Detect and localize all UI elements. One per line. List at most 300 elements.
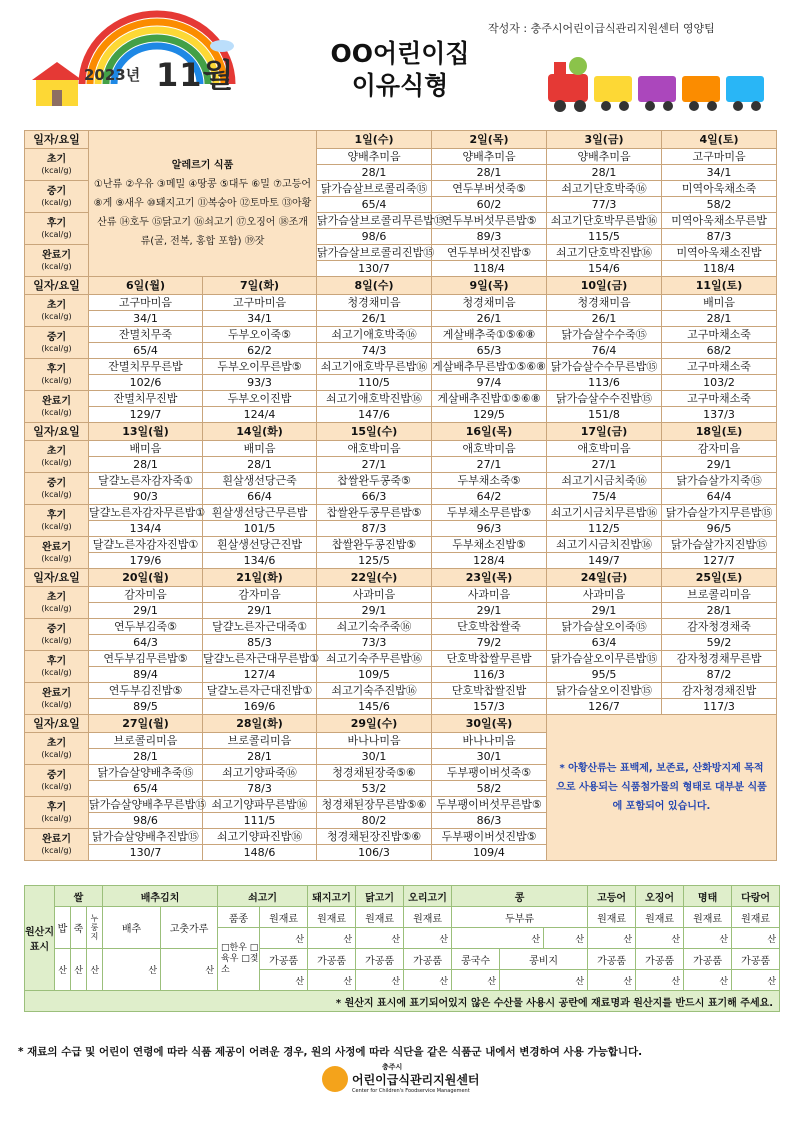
day-header: 28일(화) — [203, 715, 317, 733]
menu-kcal: 95/5 — [547, 667, 662, 683]
menu-item: 바나나미음 — [317, 733, 432, 749]
day-header: 6일(월) — [89, 277, 203, 295]
menu-kcal: 116/3 — [432, 667, 547, 683]
menu-item: 청경채미음 — [547, 295, 662, 311]
row-label — [25, 537, 89, 569]
menu-item: 달걀노른자감자진밥① — [89, 537, 203, 553]
menu-kcal: 101/5 — [203, 521, 317, 537]
menu-kcal: 148/6 — [203, 845, 317, 861]
menu-item: 닭가슴살양배추죽⑮ — [89, 765, 203, 781]
menu-kcal: 75/4 — [547, 489, 662, 505]
menu-kcal: 96/3 — [432, 521, 547, 537]
menu-kcal: 102/6 — [89, 375, 203, 391]
day-header: 4일(토) — [662, 131, 777, 149]
menu-kcal: 65/4 — [89, 343, 203, 359]
page-subtitle: 이유식형 — [351, 71, 449, 100]
row-label — [25, 505, 89, 537]
menu-kcal: 29/1 — [89, 603, 203, 619]
row-label-unit: (kcal/g) — [41, 667, 72, 677]
menu-kcal: 58/2 — [432, 781, 547, 797]
day-header: 27일(월) — [89, 715, 203, 733]
menu-item: 두부오이무른밥⑤ — [203, 359, 317, 375]
allergy-list: ①난류 ②우유 ③메밀 ④땅콩 ⑤대두 ⑥밀 ⑦고등어 ⑧게 ⑨새우 ⑩돼지고기 ⑪복숭아 ⑫토마토 ⑬아황산류 ⑭호두 ⑮닭고기 ⑯쇠고기 ⑰오징어 ⑱조개류(굴, 전복, 홍합 포함) ⑲잣 — [93, 179, 312, 247]
menu-item: 청경채미음 — [432, 295, 547, 311]
menu-item: 잔멸치무진밥 — [89, 391, 203, 407]
row-label — [25, 295, 89, 327]
day-header: 13일(월) — [89, 423, 203, 441]
menu-kcal: 145/6 — [317, 699, 432, 715]
menu-kcal: 179/6 — [89, 553, 203, 569]
origin-san[interactable]: 산 — [55, 949, 71, 991]
origin-beef-raw: 원재료 — [260, 907, 308, 928]
menu-item: 브로콜리미음 — [662, 587, 777, 603]
menu-item: 단호박찹쌀진밥 — [432, 683, 547, 699]
day-header: 22일(수) — [317, 569, 432, 587]
row-label — [25, 651, 89, 683]
menu-item: 배미음 — [203, 441, 317, 457]
menu-kcal: 79/2 — [432, 635, 547, 651]
menu-item: 연두부버섯무른밥⑤ — [432, 213, 547, 229]
menu-kcal: 98/6 — [317, 229, 432, 245]
origin-san[interactable]: 산 — [260, 970, 308, 991]
origin-beef-breed-checkboxes[interactable]: □한우 □육우 □젖소 — [218, 928, 260, 991]
menu-item: 연두부버섯죽⑤ — [432, 181, 547, 197]
menu-item: 달걀노른자근대죽① — [203, 619, 317, 635]
house-illustration — [28, 58, 86, 108]
menu-item: 단호박찹쌀죽 — [432, 619, 547, 635]
menu-kcal: 87/3 — [317, 521, 432, 537]
menu-kcal: 30/1 — [432, 749, 547, 765]
menu-item: 잔멸치무죽 — [89, 327, 203, 343]
menu-kcal: 66/4 — [203, 489, 317, 505]
origin-beef-processed: 가공품 — [260, 949, 308, 970]
row-label-unit: (kcal/g) — [41, 343, 72, 353]
row-label — [25, 473, 89, 505]
row-label-name: 중기 — [46, 769, 67, 781]
center-logo — [322, 1062, 482, 1102]
menu-item: 단호박찹쌀무른밥 — [432, 651, 547, 667]
menu-kcal: 62/2 — [203, 343, 317, 359]
header — [0, 0, 793, 128]
row-label-unit: (kcal/g) — [41, 375, 72, 385]
menu-item: 닭가슴살양배추무른밥⑮ — [89, 797, 207, 811]
origin-section-label: 원산지 표시 — [25, 886, 55, 991]
day-header: 11일(토) — [662, 277, 777, 295]
origin-san[interactable]: 산 — [732, 928, 780, 949]
menu-kcal: 89/3 — [432, 229, 547, 245]
origin-mackerel-raw: 원재료 — [588, 907, 636, 928]
menu-item: 감자미음 — [89, 587, 203, 603]
menu-kcal: 58/2 — [662, 197, 777, 213]
menu-item: 브로콜리미음 — [203, 733, 317, 749]
row-label-unit: (kcal/g) — [41, 261, 72, 271]
origin-duck: 오리고기 — [404, 886, 452, 907]
menu-item: 두부채소진밥⑤ — [432, 537, 547, 553]
origin-bean-soymilk: 콩국수 — [452, 949, 500, 970]
row-label — [25, 441, 89, 473]
menu-item: 쇠고기양파진밥⑯ — [203, 829, 317, 845]
menu-kcal: 151/8 — [547, 407, 662, 423]
menu-kcal: 90/3 — [89, 489, 203, 505]
menu-kcal: 30/1 — [317, 749, 432, 765]
row-label — [25, 797, 89, 829]
menu-item: 양배추미음 — [547, 149, 662, 165]
origin-san[interactable]: 산 — [308, 970, 356, 991]
row-label-name: 초기 — [46, 445, 67, 457]
origin-san[interactable]: 산 — [544, 928, 588, 949]
menu-item: 달걀노른자근대무른밥① — [203, 651, 320, 665]
day-header: 3일(금) — [547, 131, 662, 149]
menu-item: 닭가슴살가지죽⑮ — [662, 473, 777, 489]
row-label-unit: (kcal/g) — [41, 457, 72, 467]
origin-pork: 돼지고기 — [308, 886, 356, 907]
row-label — [25, 181, 89, 213]
menu-kcal: 28/1 — [89, 457, 203, 473]
menu-item: 청경채미음 — [317, 295, 432, 311]
menu-kcal: 157/3 — [432, 699, 547, 715]
origin-kimchi-cabbage: 배추 — [103, 907, 161, 949]
menu-kcal: 115/5 — [547, 229, 662, 245]
row-label-name: 후기 — [46, 801, 67, 813]
menu-kcal: 128/4 — [432, 553, 547, 569]
menu-item: 연두부김무른밥⑤ — [89, 651, 203, 667]
origin-san[interactable]: 산 — [356, 970, 404, 991]
train-illustration — [548, 52, 778, 116]
menu-item: 감자미음 — [662, 441, 777, 457]
row-label — [25, 587, 89, 619]
row-label-unit: (kcal/g) — [41, 781, 72, 791]
origin-kimchi-pepper: 고춧가루 — [161, 907, 218, 949]
row-label — [25, 213, 89, 245]
menu-kcal: 27/1 — [547, 457, 662, 473]
menu-item: 쇠고기시금치죽⑯ — [547, 473, 662, 489]
menu-kcal: 64/2 — [432, 489, 547, 505]
menu-item: 두부오이진밥 — [203, 391, 317, 407]
menu-kcal: 64/4 — [662, 489, 777, 505]
menu-item: 쇠고기숙주진밥⑯ — [317, 683, 432, 699]
menu-item: 고구마미음 — [203, 295, 317, 311]
row-label-unit: (kcal/g) — [41, 311, 72, 321]
origin-san[interactable]: 산 — [452, 970, 500, 991]
menu-item: 달걀노른자감자죽① — [89, 473, 203, 489]
menu-item: 쇠고기숙주죽⑯ — [317, 619, 432, 635]
origin-rice-juk: 죽 — [71, 907, 87, 949]
origin-san[interactable]: 산 — [452, 928, 544, 949]
origin-bean-residue: 콩비지 — [500, 949, 588, 970]
menu-item: 고구마미음 — [89, 295, 203, 311]
origin-san[interactable]: 산 — [588, 928, 636, 949]
menu-item: 양배추미음 — [432, 149, 547, 165]
menu-item: 쇠고기단호박무른밥⑯ — [547, 213, 662, 229]
menu-item: 브로콜리미음 — [89, 733, 203, 749]
menu-kcal: 65/4 — [317, 197, 432, 213]
menu-item: 미역아욱채소죽 — [662, 181, 777, 197]
menu-item: 닭가슴살오이무른밥⑮ — [547, 651, 662, 667]
menu-item: 잔멸치무무른밥 — [89, 359, 203, 375]
row-label-name: 완료기 — [42, 395, 71, 407]
menu-item: 고구마미음 — [662, 149, 777, 165]
row-label-name: 완료기 — [42, 249, 71, 261]
menu-item: 쇠고기시금치무른밥⑯ — [547, 505, 662, 521]
center-logo-icon — [322, 1066, 348, 1092]
menu-item: 두부팽이버섯진밥⑤ — [432, 829, 547, 845]
menu-item: 닭가슴살브로콜리무른밥⑮ — [317, 213, 445, 227]
menu-kcal: 28/1 — [432, 165, 547, 181]
origin-san[interactable]: 산 — [71, 949, 87, 991]
origin-pork-raw: 원재료 — [308, 907, 356, 928]
origin-beef: 쇠고기 — [218, 886, 308, 907]
day-header: 24일(금) — [547, 569, 662, 587]
menu-kcal: 77/3 — [547, 197, 662, 213]
menu-item: 쇠고기단호박죽⑯ — [547, 181, 662, 197]
menu-kcal: 34/1 — [662, 165, 777, 181]
origin-tuna-processed: 가공품 — [732, 949, 780, 970]
year-label: 2023년 — [84, 66, 141, 84]
menu-item: 쇠고기단호박진밥⑯ — [547, 245, 662, 261]
origin-san[interactable]: 산 — [103, 949, 161, 991]
origin-squid-processed: 가공품 — [636, 949, 684, 970]
origin-footer-note: * 원산지 표시에 표기되어있지 않은 수산물 사용시 공란에 재료명과 원산지를 반드시 표기해 주세요. — [25, 991, 780, 1012]
day-header-label: 일자/요일 — [25, 569, 89, 587]
origin-mackerel: 고등어 — [588, 886, 636, 907]
menu-kcal: 109/5 — [317, 667, 432, 683]
origin-beef-breed-label: 품종 — [218, 907, 260, 928]
menu-item: 청경채된장무른밥⑤⑥ — [317, 797, 432, 813]
day-header: 9일(목) — [432, 277, 547, 295]
menu-kcal: 89/4 — [89, 667, 203, 683]
origin-san[interactable]: 산 — [356, 928, 404, 949]
menu-item: 바나나미음 — [432, 733, 547, 749]
origin-san[interactable]: 산 — [636, 928, 684, 949]
menu-item: 흰살생선당근진밥 — [203, 537, 317, 553]
row-label-name: 초기 — [46, 737, 67, 749]
row-label-unit: (kcal/g) — [41, 635, 72, 645]
origin-duck-processed: 가공품 — [404, 949, 452, 970]
menu-kcal: 28/1 — [203, 749, 317, 765]
menu-item: 미역아욱채소무른밥 — [662, 213, 777, 229]
row-label-name: 중기 — [46, 185, 67, 197]
origin-san[interactable]: 산 — [404, 970, 452, 991]
menu-kcal: 130/7 — [89, 845, 203, 861]
origin-pollock-processed: 가공품 — [684, 949, 732, 970]
origin-san[interactable]: 산 — [87, 949, 103, 991]
menu-item: 두부팽이버섯무른밥⑤ — [432, 797, 547, 813]
menu-kcal: 127/4 — [203, 667, 317, 683]
menu-item: 닭가슴살오이진밥⑮ — [547, 683, 662, 699]
menu-item: 찹쌀완두콩무른밥⑤ — [317, 505, 432, 521]
row-label — [25, 683, 89, 715]
row-label-name: 후기 — [46, 217, 67, 229]
menu-item: 닭가슴살가지무른밥⑮ — [662, 505, 777, 521]
menu-kcal: 130/7 — [317, 261, 432, 277]
menu-item: 게살배추진밥①⑤⑥⑧ — [432, 391, 547, 407]
row-label-unit: (kcal/g) — [41, 489, 72, 499]
day-header: 1일(수) — [317, 131, 432, 149]
menu-item: 두부오이죽⑤ — [203, 327, 317, 343]
menu-kcal: 169/6 — [203, 699, 317, 715]
row-label-name: 중기 — [46, 331, 67, 343]
menu-kcal: 68/2 — [662, 343, 777, 359]
author-label: 작성자 : 충주시어린이급식관리지원센터 영양팀 — [488, 22, 715, 35]
menu-kcal: 29/1 — [432, 603, 547, 619]
menu-kcal: 26/1 — [317, 311, 432, 327]
menu-kcal: 29/1 — [317, 603, 432, 619]
menu-item: 게살배추무른밥①⑤⑥⑧ — [432, 359, 546, 373]
menu-item: 쇠고기시금치진밥⑯ — [547, 537, 662, 553]
row-label-unit: (kcal/g) — [41, 197, 72, 207]
origin-kimchi: 배추김치 — [103, 886, 218, 907]
menu-item: 쇠고기애호박죽⑯ — [317, 327, 432, 343]
menu-kcal: 76/4 — [547, 343, 662, 359]
menu-kcal: 63/4 — [547, 635, 662, 651]
menu-kcal: 129/5 — [432, 407, 547, 423]
menu-kcal: 106/3 — [317, 845, 432, 861]
menu-kcal: 29/1 — [662, 457, 777, 473]
menu-kcal: 78/3 — [203, 781, 317, 797]
menu-kcal: 87/2 — [662, 667, 777, 683]
row-label — [25, 245, 89, 277]
day-header: 14일(화) — [203, 423, 317, 441]
menu-item: 고구마채소죽 — [662, 327, 777, 343]
row-label — [25, 359, 89, 391]
row-label — [25, 765, 89, 797]
origin-tuna: 다랑어 — [732, 886, 780, 907]
logo-small-text: 충주시 — [382, 1063, 403, 1071]
menu-kcal: 26/1 — [547, 311, 662, 327]
day-header-label: 일자/요일 — [25, 715, 89, 733]
menu-item: 닭가슴살수수진밥⑮ — [547, 391, 662, 407]
day-header: 15일(수) — [317, 423, 432, 441]
menu-kcal: 124/4 — [203, 407, 317, 423]
menu-kcal: 109/4 — [432, 845, 547, 861]
menu-kcal: 65/4 — [89, 781, 203, 797]
menu-item: 감자청경채죽 — [662, 619, 777, 635]
menu-item: 사과미음 — [547, 587, 662, 603]
menu-kcal: 73/3 — [317, 635, 432, 651]
menu-item: 게살배추죽①⑤⑥⑧ — [432, 327, 547, 343]
menu-kcal: 103/2 — [662, 375, 777, 391]
menu-kcal: 89/5 — [89, 699, 203, 715]
origin-san[interactable]: 산 — [588, 970, 636, 991]
row-label-name: 중기 — [46, 477, 67, 489]
menu-kcal: 86/3 — [432, 813, 547, 829]
menu-kcal: 28/1 — [203, 457, 317, 473]
menu-kcal: 127/7 — [662, 553, 777, 569]
menu-kcal: 98/6 — [89, 813, 203, 829]
menu-item: 닭가슴살수수죽⑮ — [547, 327, 662, 343]
origin-san[interactable]: 산 — [260, 928, 308, 949]
menu-item: 고구마채소죽 — [662, 391, 777, 407]
menu-item: 닭가슴살오이죽⑮ — [547, 619, 662, 635]
menu-item: 흰살생선당근무른밥 — [203, 505, 317, 521]
origin-san[interactable]: 산 — [684, 928, 732, 949]
origin-san[interactable]: 산 — [636, 970, 684, 991]
row-label-name: 초기 — [46, 153, 67, 165]
day-header: 10일(금) — [547, 277, 662, 295]
origin-san[interactable]: 산 — [732, 970, 780, 991]
menu-kcal: 27/1 — [432, 457, 547, 473]
menu-kcal: 27/1 — [317, 457, 432, 473]
day-header-label: 일자/요일 — [25, 277, 89, 295]
origin-san[interactable]: 산 — [161, 949, 218, 991]
origin-bean: 콩 — [452, 886, 588, 907]
menu-kcal: 125/5 — [317, 553, 432, 569]
row-label-unit: (kcal/g) — [41, 603, 72, 613]
menu-item: 쇠고기양파죽⑯ — [203, 765, 317, 781]
origin-san[interactable]: 산 — [308, 928, 356, 949]
menu-kcal: 113/6 — [547, 375, 662, 391]
origin-duck-raw: 원재료 — [404, 907, 452, 928]
menu-kcal: 154/6 — [547, 261, 662, 277]
origin-chicken-raw: 원재료 — [356, 907, 404, 928]
origin-pollock-raw: 원재료 — [684, 907, 732, 928]
menu-item: 감자청경채진밥 — [662, 683, 777, 699]
row-label-name: 완료기 — [42, 541, 71, 553]
day-header: 2일(목) — [432, 131, 547, 149]
menu-item: 양배추미음 — [317, 149, 432, 165]
row-label-name: 완료기 — [42, 687, 71, 699]
menu-kcal: 29/1 — [547, 603, 662, 619]
menu-kcal: 34/1 — [89, 311, 203, 327]
day-header: 17일(금) — [547, 423, 662, 441]
menu-item: 사과미음 — [432, 587, 547, 603]
row-label-unit: (kcal/g) — [41, 813, 72, 823]
menu-kcal: 129/7 — [89, 407, 203, 423]
row-label-unit: (kcal/g) — [41, 165, 72, 175]
menu-item: 사과미음 — [317, 587, 432, 603]
menu-kcal: 28/1 — [317, 165, 432, 181]
row-label-unit: (kcal/g) — [41, 749, 72, 759]
origin-pollock: 명태 — [684, 886, 732, 907]
menu-kcal: 28/1 — [662, 603, 777, 619]
row-label-name: 중기 — [46, 623, 67, 635]
menu-item: 쇠고기애호박진밥⑯ — [317, 391, 432, 407]
origin-san[interactable]: 산 — [500, 970, 588, 991]
row-label-unit: (kcal/g) — [41, 229, 72, 239]
row-label — [25, 619, 89, 651]
day-header-label: 일자/요일 — [25, 423, 89, 441]
row-label-name: 후기 — [46, 363, 67, 375]
menu-item: 쇠고기숙주무른밥⑯ — [317, 651, 432, 667]
day-header: 30일(목) — [432, 715, 547, 733]
menu-item: 배미음 — [662, 295, 777, 311]
origin-rice-bap: 밥 — [55, 907, 71, 949]
menu-item: 감자청경채무른밥 — [662, 651, 777, 667]
menu-item: 두부팽이버섯죽⑤ — [432, 765, 547, 781]
day-header: 25일(토) — [662, 569, 777, 587]
menu-kcal: 97/4 — [432, 375, 547, 391]
menu-kcal: 74/3 — [317, 343, 432, 359]
origin-san[interactable]: 산 — [404, 928, 452, 949]
menu-kcal: 96/5 — [662, 521, 777, 537]
origin-squid-raw: 원재료 — [636, 907, 684, 928]
menu-kcal: 147/6 — [317, 407, 432, 423]
origin-rice: 쌀 — [55, 886, 103, 907]
menu-kcal: 93/3 — [203, 375, 317, 391]
logo-name: 어린이급식관리지원센터 — [352, 1073, 480, 1087]
day-header: 21일(화) — [203, 569, 317, 587]
menu-item: 두부채소무른밥⑤ — [432, 505, 547, 521]
menu-kcal: 28/1 — [89, 749, 203, 765]
origin-bean-tofu: 두부류 — [452, 907, 588, 928]
row-label-name: 후기 — [46, 509, 67, 521]
menu-item: 찹쌀완두콩죽⑤ — [317, 473, 432, 489]
row-label — [25, 733, 89, 765]
day-header: 20일(월) — [89, 569, 203, 587]
origin-san[interactable]: 산 — [684, 970, 732, 991]
allergy-title: 알레르기 식품 — [171, 160, 234, 171]
origin-squid: 오징어 — [636, 886, 684, 907]
